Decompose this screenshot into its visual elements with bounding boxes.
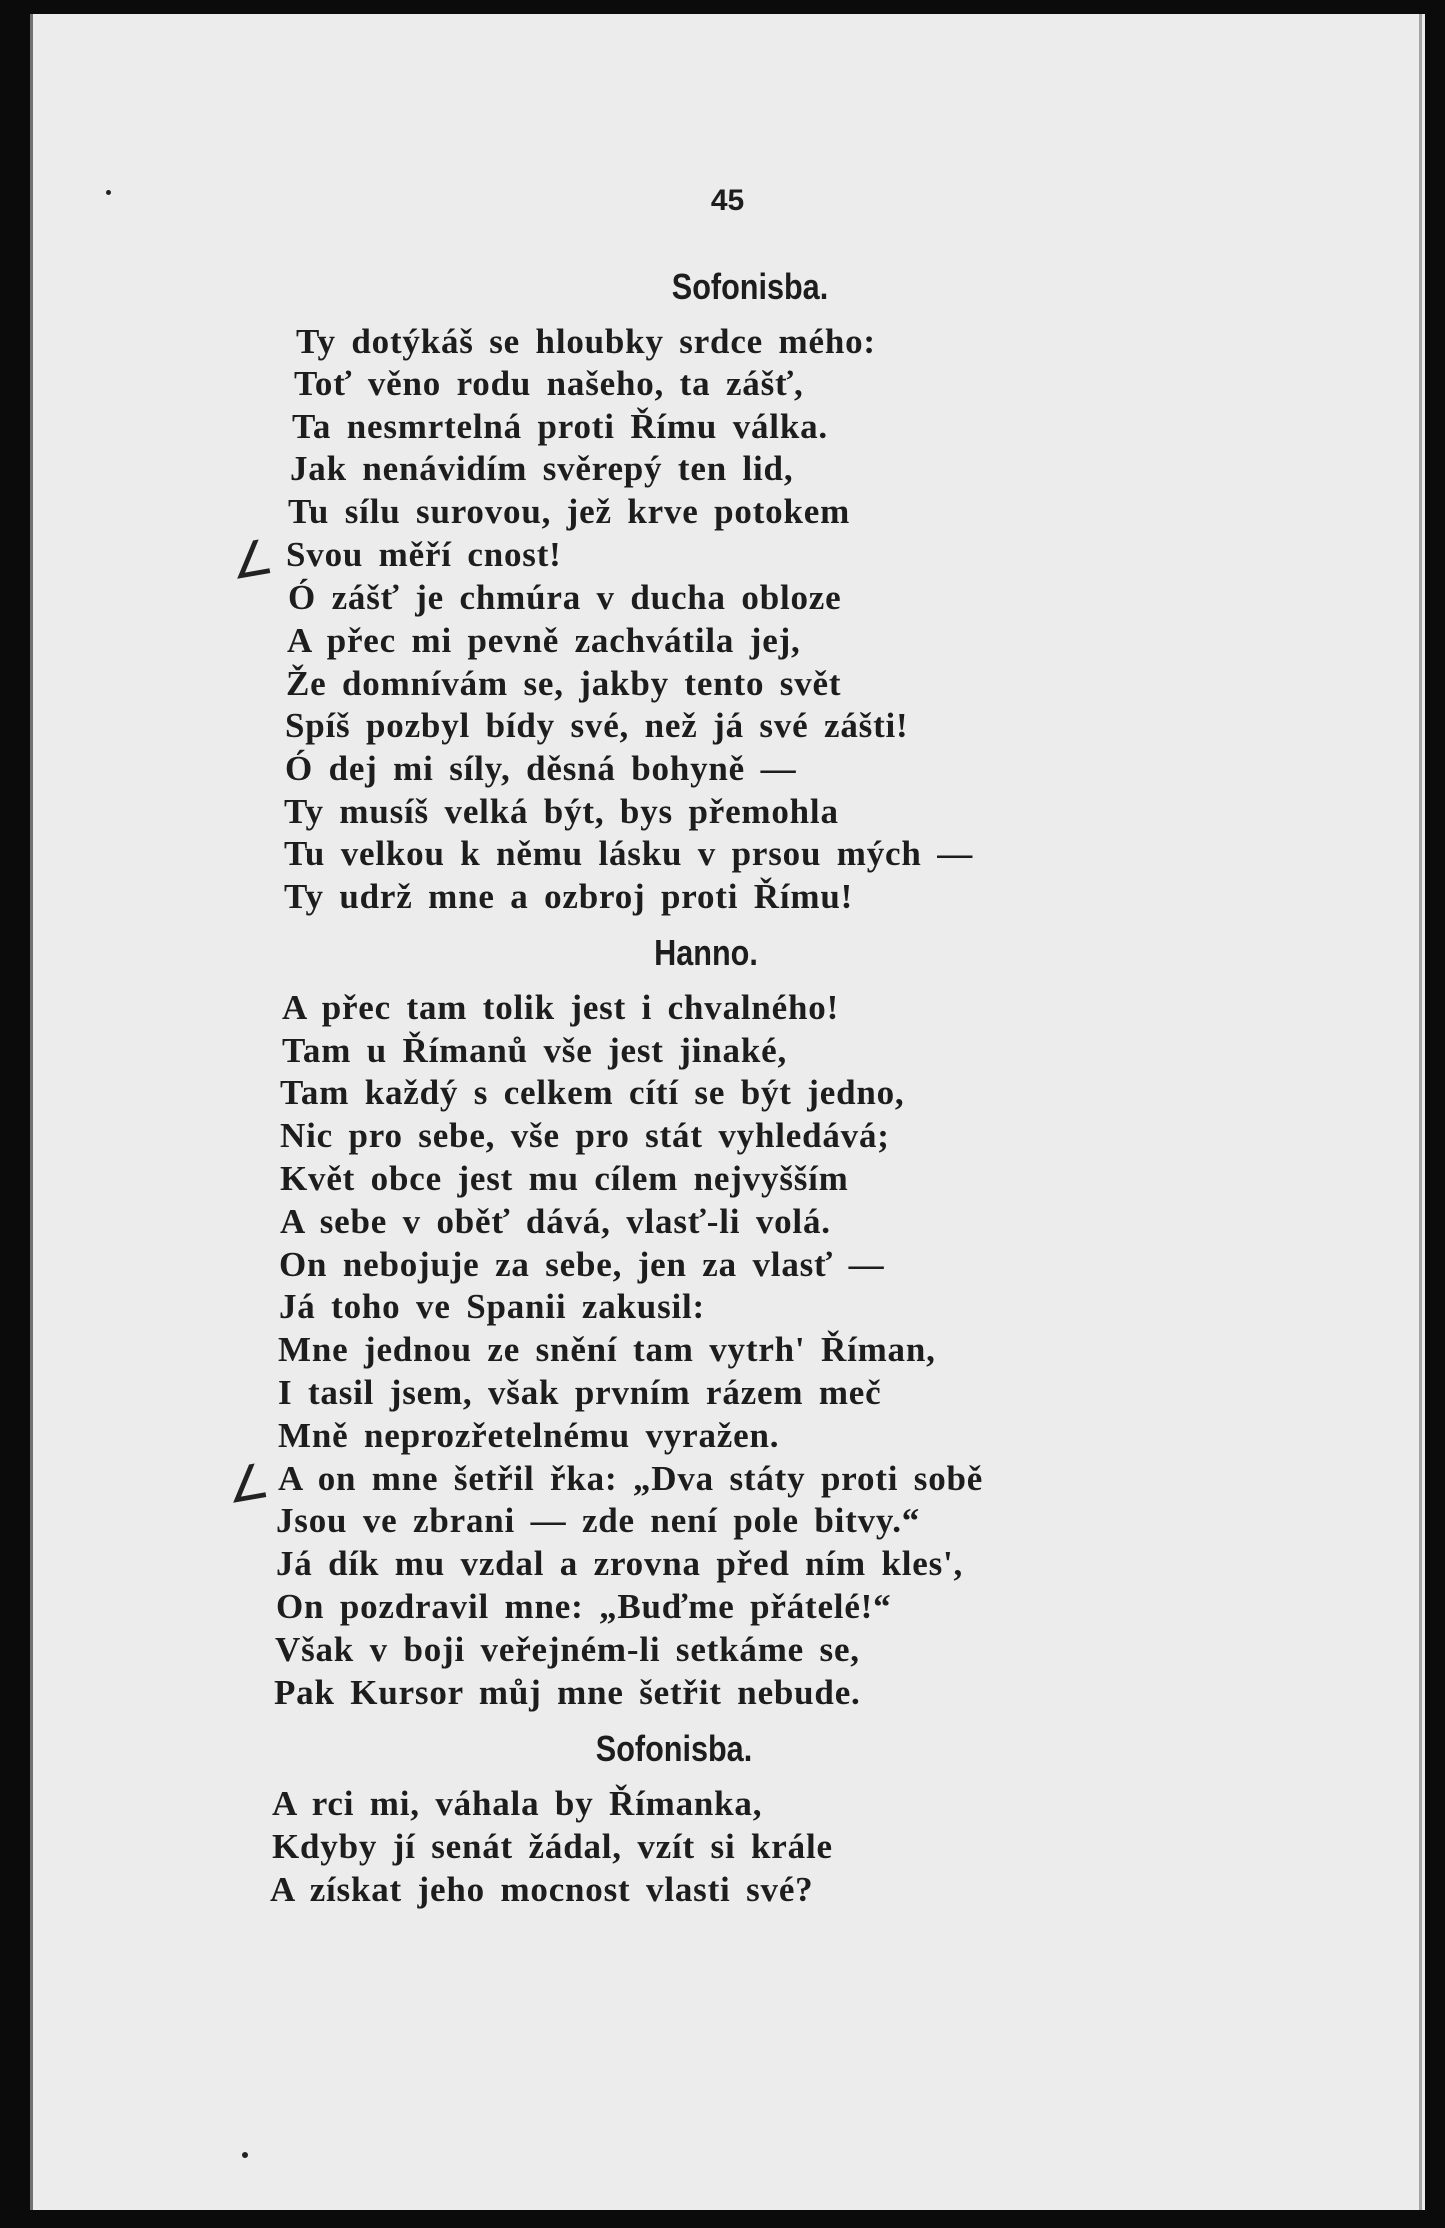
verse-line: Já toho ve Spanii zakusil: [279, 1287, 705, 1326]
verse-line: Pak Kursor můj mne šetřit nebude. [274, 1673, 861, 1712]
verse-line: Toť věno rodu našeho, ta zášť, [294, 364, 804, 403]
verse-line: Ó zášť je chmúra v ducha obloze [288, 578, 842, 617]
scan-dot [242, 2152, 248, 2158]
scan-dot [106, 190, 111, 195]
speaker-heading: Sofonisba. [595, 1728, 753, 1769]
verse-line: Ty musíš velká být, bys přemohla [284, 792, 839, 831]
page-number: 45 [710, 184, 745, 217]
verse-line: I tasil jsem, však prvním rázem meč [278, 1373, 882, 1412]
verse-line: Mně neprozřetelnému vyražen. [278, 1416, 780, 1455]
verse-line: Ty udrž mne a ozbroj proti Římu! [284, 877, 854, 916]
scan-edge-line [30, 14, 33, 2210]
verse-line: A on mne šetřil řka: „Dva státy proti sobě [278, 1459, 984, 1498]
verse-line: A získat jeho mocnost vlasti své? [270, 1870, 814, 1909]
verse-line: On nebojuje za sebe, jen za vlasť — [279, 1245, 885, 1284]
verse-line: Že domnívám se, jakby tento svět [286, 664, 842, 703]
verse-line: Ty dotýkáš se hloubky srdce mého: [296, 322, 876, 361]
speaker-heading: Sofonisba. [671, 266, 829, 307]
margin-pencil-mark: ∠ [221, 1454, 274, 1515]
verse-line: Ta nesmrtelná proti Římu válka. [292, 407, 828, 446]
verse-line: Mne jednou ze snění tam vytrh' Říman, [278, 1330, 936, 1369]
verse-line: Svou měří cnost! [286, 535, 562, 574]
verse-line: Kdyby jí senát žádal, vzít si krále [272, 1827, 833, 1866]
scan-edge-line [1419, 14, 1422, 2210]
verse-line: Nic pro sebe, vše pro stát vyhledává; [280, 1116, 890, 1155]
book-page [30, 14, 1425, 2210]
verse-line: Spíš pozbyl bídy své, než já své zášti! [285, 706, 909, 745]
verse-line: Tam každý s celkem cítí se být jedno, [280, 1073, 905, 1112]
verse-line: Tu sílu surovou, jež krve potokem [288, 492, 851, 531]
verse-line: Tu velkou k němu lásku v prsou mých — [284, 834, 973, 873]
verse-line: Tam u Římanů vše jest jinaké, [282, 1031, 788, 1070]
verse-line: Ó dej mi síly, děsná bohyně — [285, 749, 797, 788]
verse-line: A sebe v oběť dává, vlasť-li volá. [280, 1202, 831, 1241]
verse-line: On pozdravil mne: „Buďme přátelé!“ [276, 1587, 892, 1626]
verse-line: Jak nenávidím svěrepý ten lid, [290, 449, 794, 488]
verse-line: Však v boji veřejném-li setkáme se, [275, 1630, 860, 1669]
margin-pencil-mark: ∠ [225, 530, 278, 591]
verse-line: A přec mi pevně zachvátila jej, [287, 621, 801, 660]
verse-line: A přec tam tolik jest i chvalného! [282, 988, 840, 1027]
speaker-heading: Hanno. [654, 932, 758, 973]
verse-line: A rci mi, váhala by Římanka, [272, 1784, 763, 1823]
verse-line: Já dík mu vzdal a zrovna před ním kles', [276, 1544, 964, 1583]
verse-line: Květ obce jest mu cílem nejvyšším [280, 1159, 849, 1198]
verse-line: Jsou ve zbrani — zde není pole bitvy.“ [276, 1501, 921, 1540]
